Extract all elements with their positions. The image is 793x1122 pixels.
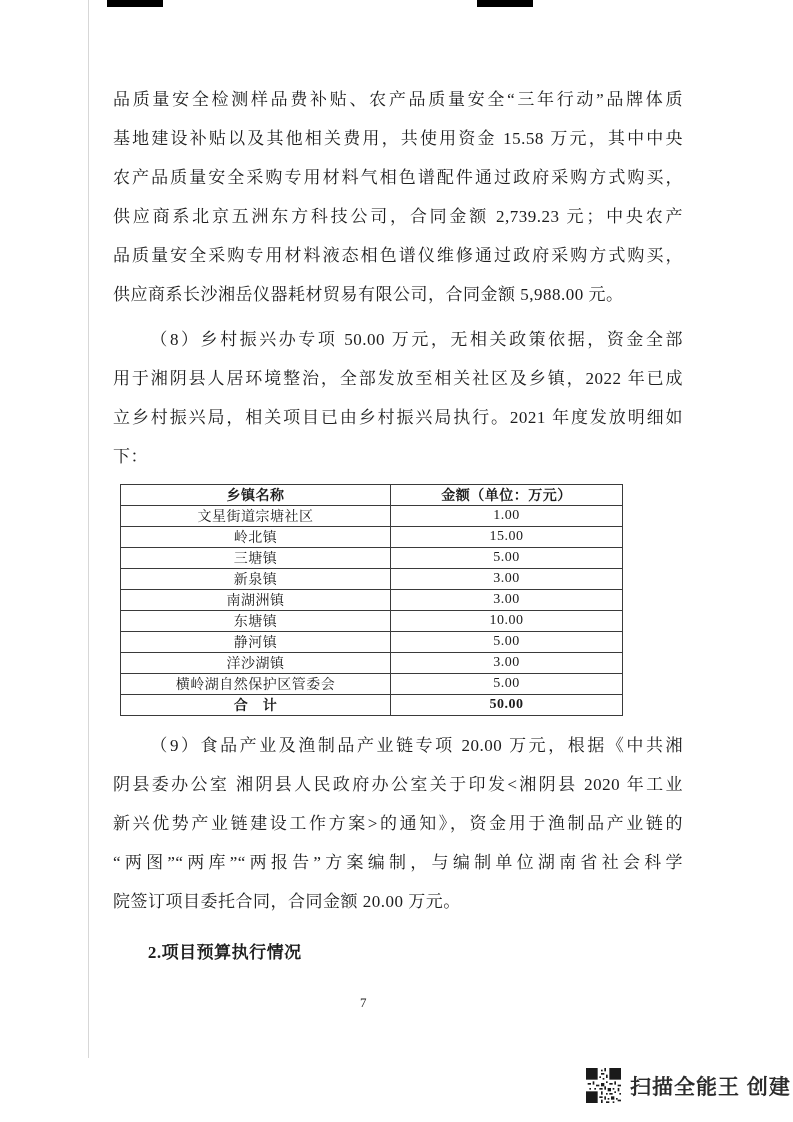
text-line: “两图”“两库”“两报告”方案编制，与编制单位湖南省社会科学 [113, 853, 683, 872]
total-label-cell: 合 计 [121, 695, 391, 716]
text-line: 农产品质量安全采购专用材料气相色谱配件通过政府采购方式购买， [113, 168, 683, 187]
table-row [121, 632, 623, 653]
column-header-amount: 金额（单位：万元） [391, 485, 623, 506]
text-line: 下： [113, 447, 148, 466]
amount-cell: 5.00 [391, 632, 623, 653]
text-line: 品质量安全采购专用材料液态相色谱仪维修通过政府采购方式购买， [113, 246, 683, 265]
scanner-watermark [586, 1068, 791, 1103]
amount-cell: 10.00 [391, 611, 623, 632]
text-line: 供应商系北京五洲东方科技公司，合同金额 2,739.23 元；中央农产 [113, 207, 683, 226]
amount-cell: 3.00 [391, 569, 623, 590]
scan-artifact [477, 0, 533, 7]
qr-code-icon [586, 1068, 621, 1103]
table-row [121, 611, 623, 632]
amount-cell: 15.00 [391, 527, 623, 548]
section-heading-budget-execution: 2.项目预算执行情况 [147, 943, 302, 962]
table-header-row [121, 485, 623, 506]
township-cell: 三塘镇 [121, 548, 391, 569]
text-line: 用于湘阴县人居环境整治，全部发放至相关社区及乡镇，2022 年已成 [113, 369, 683, 388]
text-line: （8）乡村振兴办专项 50.00 万元，无相关政策依据，资金全部 [150, 330, 683, 349]
text-line: 阴县委办公室 湘阴县人民政府办公室关于印发<湘阴县 2020 年工业 [113, 775, 683, 794]
table-row [121, 569, 623, 590]
table-row [121, 548, 623, 569]
township-cell: 静河镇 [121, 632, 391, 653]
township-cell: 横岭湖自然保护区管委会 [121, 674, 391, 695]
column-header-township: 乡镇名称 [121, 485, 391, 506]
text-line: 品质量安全检测样品费补贴、农产品质量安全“三年行动”品牌体质 [113, 90, 683, 109]
text-line: 院签订项目委托合同，合同金额 20.00 万元。 [113, 892, 461, 911]
table-row [121, 653, 623, 674]
table-row [121, 590, 623, 611]
scan-artifact [107, 0, 163, 7]
table-row [121, 674, 623, 695]
township-cell: 洋沙湖镇 [121, 653, 391, 674]
table-row [121, 506, 623, 527]
paragraph-rural-revitalization [113, 320, 683, 476]
total-amount-cell: 50.00 [391, 695, 623, 716]
text-line: （9）食品产业及渔制品产业链专项 20.00 万元，根据《中共湘 [150, 736, 683, 755]
paragraph-food-industry [113, 726, 683, 921]
township-cell: 新泉镇 [121, 569, 391, 590]
text-line: 立乡村振兴局，相关项目已由乡村振兴局执行。2021 年度发放明细如 [113, 408, 683, 427]
table-row [121, 527, 623, 548]
text-line: 基地建设补贴以及其他相关费用，共使用资金 15.58 万元，其中中央 [113, 129, 683, 148]
township-cell: 岭北镇 [121, 527, 391, 548]
township-cell: 文星街道宗塘社区 [121, 506, 391, 527]
document-body [113, 80, 683, 972]
township-cell: 南湖洲镇 [121, 590, 391, 611]
text-line: 新兴优势产业链建设工作方案>的通知》，资金用于渔制品产业链的 [113, 814, 683, 833]
table-total-row [121, 695, 623, 716]
amount-cell: 3.00 [391, 653, 623, 674]
watermark-text: 扫描全能王 创建 [630, 1075, 791, 1099]
amount-cell: 5.00 [391, 548, 623, 569]
text-line: 供应商系长沙湘岳仪器耗材贸易有限公司，合同金额 5,988.00 元。 [113, 285, 624, 304]
amount-cell: 5.00 [391, 674, 623, 695]
amount-cell: 3.00 [391, 590, 623, 611]
amount-cell: 1.00 [391, 506, 623, 527]
paragraph-quality-safety [113, 80, 683, 314]
page-number: 7 [360, 995, 367, 1010]
scan-edge-line [88, 0, 89, 1058]
allocation-table [120, 484, 623, 716]
township-cell: 东塘镇 [121, 611, 391, 632]
